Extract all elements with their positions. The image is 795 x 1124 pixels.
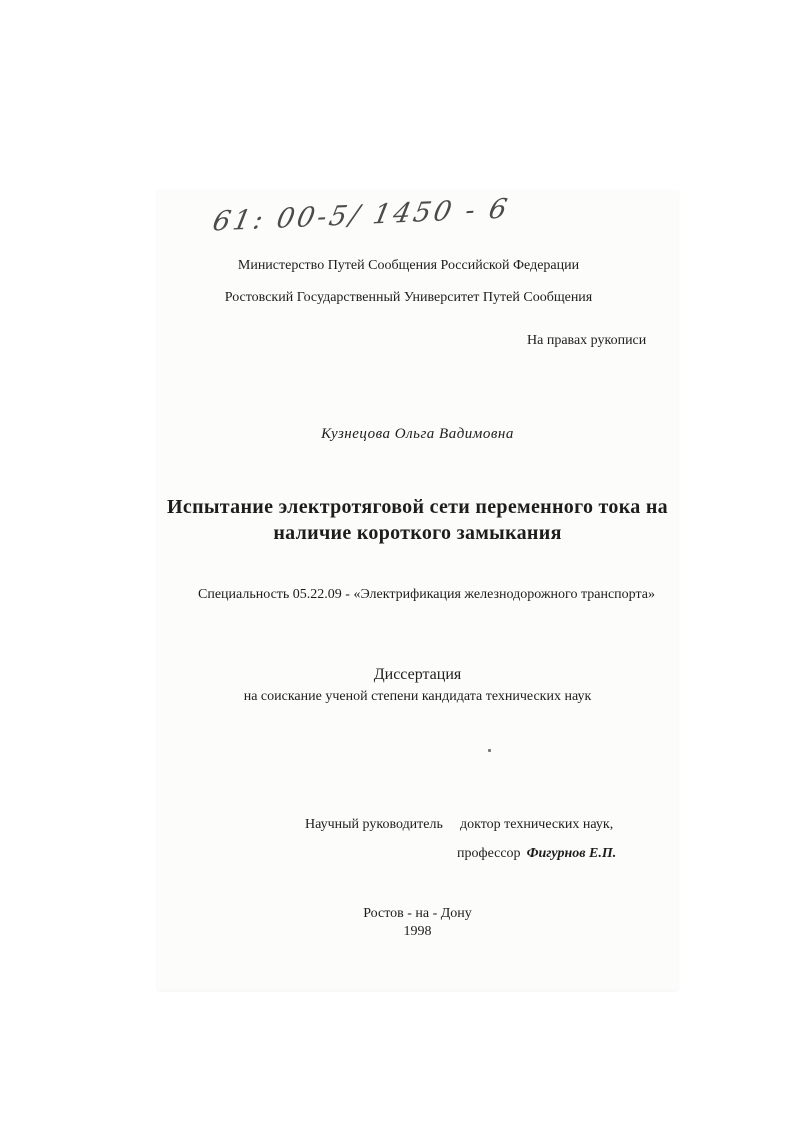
- dissertation-title-line2: наличие короткого замыкания: [273, 522, 562, 544]
- publication-city: Ростов - на - Дону: [363, 906, 472, 921]
- supervisor-name-line: [457, 846, 616, 862]
- dissertation-title-page: [157, 190, 678, 990]
- dissertation-title: [157, 494, 678, 546]
- scan-speck-artifact: [488, 749, 491, 752]
- handwritten-catalog-number: 61: 00-5/ 1450 - 6: [209, 193, 513, 238]
- supervisor-name: Фигурнов Е.П.: [526, 846, 617, 861]
- dissertation-title-line1: Испытание электротяговой сети переменного тока на: [167, 496, 668, 518]
- university-line: Ростовский Государственный Университет Путей Сообщения: [224, 290, 593, 305]
- supervisor-degree: доктор технических наук,: [460, 817, 614, 832]
- author-name: Кузнецова Ольга Вадимовна: [321, 426, 514, 442]
- ministry-line: Министерство Путей Сообщения Российской Федерации: [237, 258, 580, 273]
- supervisor-title: профессор: [457, 846, 521, 861]
- document-type-label: Диссертация: [373, 666, 462, 683]
- manuscript-rights-note: На правах рукописи: [527, 333, 647, 348]
- publication-year: 1998: [403, 924, 432, 939]
- supervisor-label: Научный руководитель: [305, 817, 443, 832]
- degree-pursuit-line: на соискание ученой степени кандидата технических наук: [243, 689, 592, 704]
- specialty-line: Специальность 05.22.09 - «Электрификация железнодорожного транспорта»: [198, 587, 655, 602]
